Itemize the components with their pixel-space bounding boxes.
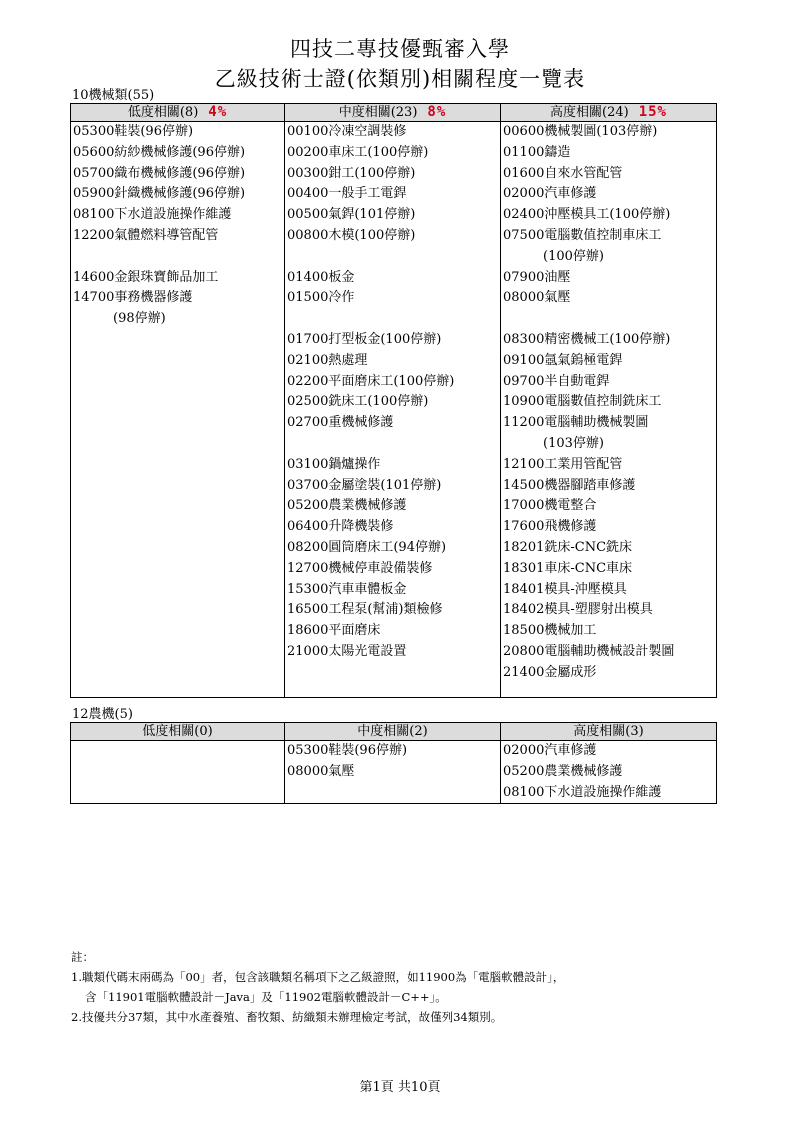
list-item xyxy=(73,247,284,268)
list-item: 08200圓筒磨床工(94停辦) xyxy=(287,539,447,555)
list-item: 01500冷作 xyxy=(287,290,355,306)
list-item: 12100工業用管配管 xyxy=(503,456,623,472)
table-header-row xyxy=(71,723,717,741)
page-title: 四技二專技優甄審入學 xyxy=(290,37,510,61)
list-item: 14500機器腳踏車修護 xyxy=(503,477,636,493)
column-header-low: 低度相關(0) xyxy=(71,723,285,741)
list-item: 01700打型板金(100停辦) xyxy=(287,331,442,347)
list-item xyxy=(287,247,500,268)
list-item: 09100氬氣鎢極電銲 xyxy=(503,352,623,368)
list-item: 00200車床工(100停辦) xyxy=(287,144,429,160)
list-item: 02500銑床工(100停辦) xyxy=(287,394,429,410)
percentage-badge: 8% xyxy=(427,104,447,120)
mechanical-table xyxy=(70,103,717,698)
list-item: 05300鞋裝(96停辦) xyxy=(73,124,194,139)
list-item xyxy=(503,309,716,330)
list-item: 18402模具-塑膠射出模具 xyxy=(503,602,653,618)
list-item: 14600金銀珠寶飾品加工 xyxy=(73,269,219,285)
list-item: 10900電腦數值控制銑床工 xyxy=(503,394,662,410)
list-item: 18201銑床-CNC銑床 xyxy=(503,539,633,555)
column-header-high: 高度相關(24) 15% xyxy=(501,104,717,122)
list-item: 02400沖壓模具工(100停辦) xyxy=(503,207,671,223)
list-item: 00400一般手工電銲 xyxy=(287,186,407,202)
list-item: 00800木模(100停辦) xyxy=(287,227,416,243)
note-line: 2.技優共分37類，其中水產養殖、畜牧類、紡織類未辦理檢定考試，故僅列34類別。 xyxy=(71,1010,503,1024)
page-subtitle: 乙級技術士證(依類別)相關程度一覽表 xyxy=(214,67,586,91)
list-item: 07500電腦數值控制車床工 xyxy=(503,227,662,243)
list-item: 08300精密機械工(100停辦) xyxy=(503,331,671,347)
page-number: 第1頁 共10頁 xyxy=(359,1080,441,1095)
list-item: (103停辦) xyxy=(543,435,604,451)
list-item: 01600自來水管配管 xyxy=(503,165,623,181)
list-item: 05900針織機械修護(96停辦) xyxy=(73,186,246,202)
column-list-high xyxy=(501,122,717,698)
list-item: 05200農業機械修護 xyxy=(287,498,407,514)
list-item: 01400板金 xyxy=(287,269,355,285)
notes xyxy=(71,947,564,1027)
list-item xyxy=(287,309,500,330)
list-item: 18500機械加工 xyxy=(503,623,597,639)
list-item: 08100下水道設施操作維護 xyxy=(73,207,232,223)
agricultural-table xyxy=(70,722,717,804)
list-item: 16500工程泵(幫浦)類檢修 xyxy=(287,602,443,618)
percentage-badge: 15% xyxy=(638,104,667,120)
list-item: 20800電腦輔助機械設計製圖 xyxy=(503,643,675,659)
section-label-agricultural: 12農機(5) xyxy=(72,707,133,722)
list-item: 02000汽車修護 xyxy=(503,743,597,758)
column-header-medium: 中度相關(2) xyxy=(285,723,501,741)
list-item: (98停辦) xyxy=(113,311,166,327)
list-item: 02100熱處理 xyxy=(287,352,368,368)
percentage-badge: 4% xyxy=(208,104,228,120)
column-header-low: 低度相關(8) 4% xyxy=(71,104,285,122)
list-item: 14700事務機器修護 xyxy=(73,290,193,306)
list-item: 08000氣壓 xyxy=(503,290,571,306)
list-item: 09700半自動電銲 xyxy=(503,373,610,389)
list-item: 05600紡紗機械修護(96停辦) xyxy=(73,144,246,160)
list-item: 07900油壓 xyxy=(503,269,571,285)
list-item: 00300鉗工(100停辦) xyxy=(287,165,416,181)
table-body-row xyxy=(71,741,717,804)
list-item: 03700金屬塗裝(101停辦) xyxy=(287,477,442,493)
section-label-mechanical: 10機械類(55) xyxy=(72,88,155,103)
list-item: 00100冷凍空調裝修 xyxy=(287,124,407,139)
list-item: 17000機電整合 xyxy=(503,498,597,514)
list-item: 12700機械停車設備裝修 xyxy=(287,560,433,576)
list-item: 02000汽車修護 xyxy=(503,186,597,202)
notes-heading: 註： xyxy=(71,950,94,964)
list-item: 18600平面磨床 xyxy=(287,623,381,639)
list-item: 11200電腦輔助機械製圖 xyxy=(503,415,649,431)
column-header-high: 高度相關(3) xyxy=(501,723,717,741)
table-header-row xyxy=(71,104,717,122)
list-item: 15300汽車車體板金 xyxy=(287,581,407,597)
list-item: 18401模具-沖壓模具 xyxy=(503,581,627,597)
list-item: 08100下水道設施操作維護 xyxy=(503,784,662,800)
column-list-low xyxy=(71,122,285,698)
note-line: 含「11901電腦軟體設計－Java」及「11902電腦軟體設計－C++」。 xyxy=(85,990,447,1004)
list-item: 02700重機械修護 xyxy=(287,415,394,431)
list-item: 00500氣銲(101停辦) xyxy=(287,207,416,223)
note-line: 1.職類代碼末兩碼為「00」者，包含該職類名稱項下之乙級證照，如11900為「電腦軟體設計」， xyxy=(71,970,565,984)
list-item: 05700織布機械修護(96停辦) xyxy=(73,165,246,181)
list-item: 01100鑄造 xyxy=(503,144,571,160)
list-item: 02200平面磨床工(100停辦) xyxy=(287,373,455,389)
list-item: 06400升降機裝修 xyxy=(287,519,394,535)
column-list-medium xyxy=(285,122,501,698)
column-list-low xyxy=(71,741,285,804)
list-item: 18301車床-CNC車床 xyxy=(503,560,633,576)
list-item: 00600機械製圖(103停辦) xyxy=(503,124,658,139)
list-item: 08000氣壓 xyxy=(287,763,355,779)
list-item: 03100鍋爐操作 xyxy=(287,456,381,472)
list-item: 17600飛機修護 xyxy=(503,519,597,535)
column-header-medium: 中度相關(23) 8% xyxy=(285,104,501,122)
list-item: (100停辦) xyxy=(543,248,604,264)
list-item: 21000太陽光電設置 xyxy=(287,643,407,659)
column-list-high xyxy=(501,741,717,804)
list-item: 05300鞋裝(96停辦) xyxy=(287,743,408,758)
table-body-row xyxy=(71,122,717,698)
list-item: 21400金屬成形 xyxy=(503,664,597,680)
list-item xyxy=(287,434,500,455)
list-item: 05200農業機械修護 xyxy=(503,763,623,779)
column-list-medium xyxy=(285,741,501,804)
list-item: 12200氣體燃料導管配管 xyxy=(73,227,219,243)
